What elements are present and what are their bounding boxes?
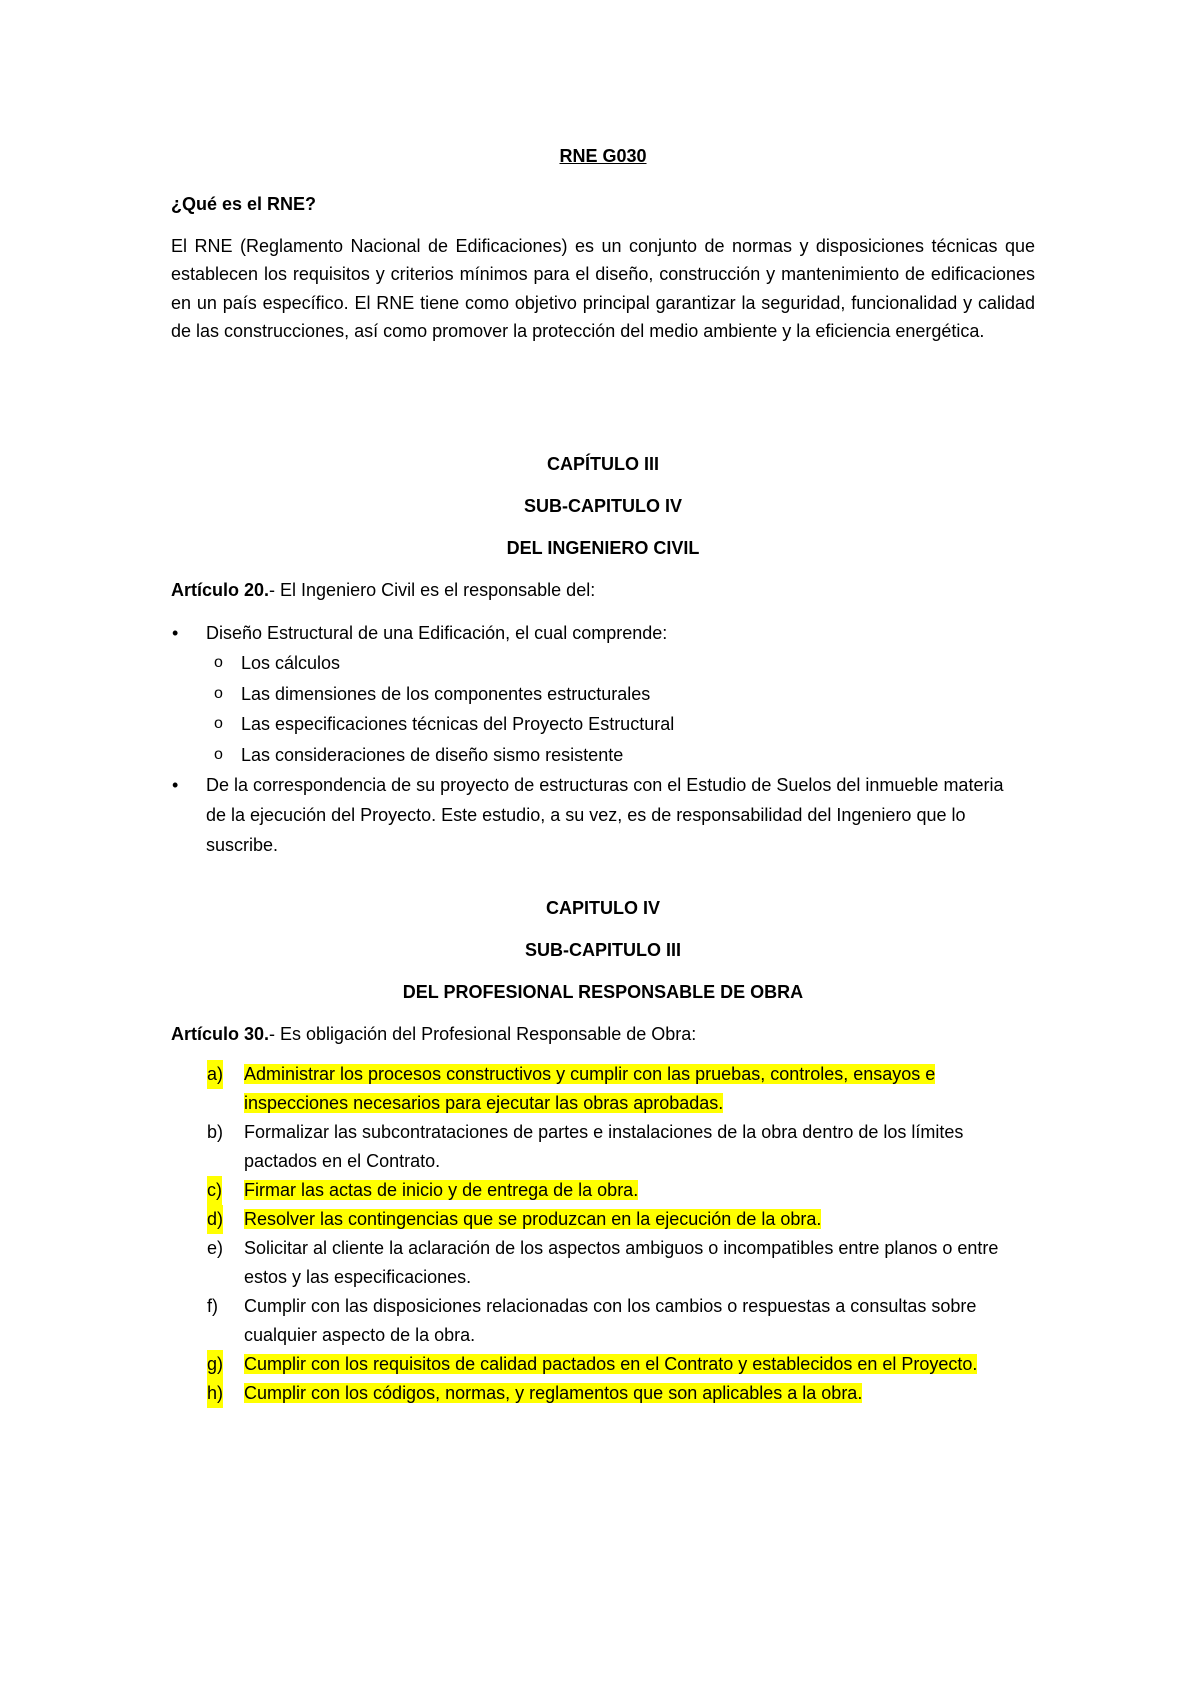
item-text: Cumplir con los requisitos de calidad pactados en el Contrato y establecidos en el Proyecto. [244, 1354, 978, 1374]
sub-list-item [206, 709, 1035, 740]
item-letter: a) [207, 1060, 223, 1089]
chapter-heading-2: CAPITULO IV [545, 898, 660, 918]
bullet-marker: • [172, 623, 179, 643]
sub-marker: o [214, 715, 223, 732]
obligation-item [207, 1292, 1007, 1350]
subchapter-heading-1: SUB-CAPITULO IV [523, 496, 682, 516]
question-heading: ¿Qué es el RNE? [171, 194, 317, 214]
sub-list-item-text: Las dimensiones de los componentes estructurales [241, 683, 651, 704]
item-text: Cumplir con los códigos, normas, y reglamentos que son aplicables a la obra. [244, 1383, 863, 1403]
article-20-label: Artículo 20. [171, 580, 270, 600]
obligation-item [207, 1205, 1007, 1234]
sub-list-item [206, 679, 1035, 710]
sub-marker: o [214, 684, 223, 702]
sub-list [206, 648, 1035, 770]
item-letter: f) [207, 1296, 218, 1316]
list-item-text: De la correspondencia de su proyecto de estructuras con el Estudio de Suelos del inmueble materia de la ejecución del Proyecto. Este estudio, a su vez, es de responsabilidad del Ingeniero que lo suscribe. [206, 775, 1004, 855]
responsibility-list [171, 618, 1035, 860]
bullet-marker: • [172, 775, 179, 795]
sub-list-item-text: Las especificaciones técnicas del Proyecto Estructural [241, 714, 675, 734]
sub-list-item [206, 740, 1035, 771]
item-letter: b) [207, 1122, 224, 1142]
sub-list-item-text: Los cálculos [241, 653, 341, 673]
item-letter: c) [207, 1176, 222, 1205]
obligation-item [207, 1350, 1007, 1379]
item-letter: d) [207, 1205, 223, 1234]
section-heading-2: DEL PROFESIONAL RESPONSABLE DE OBRA [402, 982, 804, 1002]
list-item-text: Diseño Estructural de una Edificación, el cual comprende: [206, 623, 668, 643]
item-text: Solicitar al cliente la aclaración de los aspectos ambiguos o incompatibles entre planos o entre estos y las especificaciones. [244, 1238, 999, 1287]
obligation-item [207, 1176, 1007, 1205]
item-letter: g) [207, 1350, 223, 1379]
article-20 [171, 580, 595, 601]
item-text: Cumplir con las disposiciones relacionadas con los cambios o respuestas a consultas sobre cualquier aspecto de la obra. [244, 1296, 977, 1345]
article-30-text: - Es obligación del Profesional Responsable de Obra: [269, 1024, 697, 1044]
obligation-item [207, 1379, 1007, 1408]
article-30-label: Artículo 30. [171, 1024, 270, 1044]
item-letter: e) [207, 1238, 224, 1258]
list-item [171, 618, 1035, 770]
item-text: Formalizar las subcontrataciones de partes e instalaciones de la obra dentro de los límites pactados en el Contrato. [244, 1122, 964, 1171]
obligation-item [207, 1234, 1007, 1292]
subchapter-heading-2: SUB-CAPITULO III [525, 940, 681, 960]
item-text: Firmar las actas de inicio y de entrega de la obra. [244, 1180, 639, 1200]
intro-paragraph: El RNE (Reglamento Nacional de Edificaciones) es un conjunto de normas y disposiciones técnicas que establecen los requisitos y criterios mínimos para el diseño, construcción y mantenimiento de edificaciones en un país específico. El RNE tiene como objetivo principal garantizar la seguridad, funcionalidad y calidad de las construcciones, así como promover la protección del medio ambiente y la eficiencia energética. [171, 236, 1035, 342]
sub-list-item [206, 648, 1035, 679]
list-item [171, 770, 1006, 860]
item-letter: h) [207, 1379, 223, 1408]
obligation-item [207, 1060, 1007, 1118]
obligations-list [207, 1060, 1007, 1408]
chapter-heading-1: CAPÍTULO III [547, 454, 659, 474]
article-30 [171, 1024, 696, 1045]
article-20-text: - El Ingeniero Civil es el responsable del: [269, 580, 596, 600]
document-title: RNE G030 [559, 146, 647, 166]
item-text: Resolver las contingencias que se produzcan en la ejecución de la obra. [244, 1209, 822, 1229]
item-text: Administrar los procesos constructivos y cumplir con las pruebas, controles, ensayos e inspecciones necesarios para ejecutar las obras aprobadas. [244, 1064, 936, 1113]
sub-marker: o [214, 745, 223, 763]
section-heading-1: DEL INGENIERO CIVIL [506, 538, 700, 558]
sub-marker: o [214, 654, 223, 671]
sub-list-item-text: Las consideraciones de diseño sismo resistente [241, 744, 624, 765]
obligation-item [207, 1118, 1007, 1176]
